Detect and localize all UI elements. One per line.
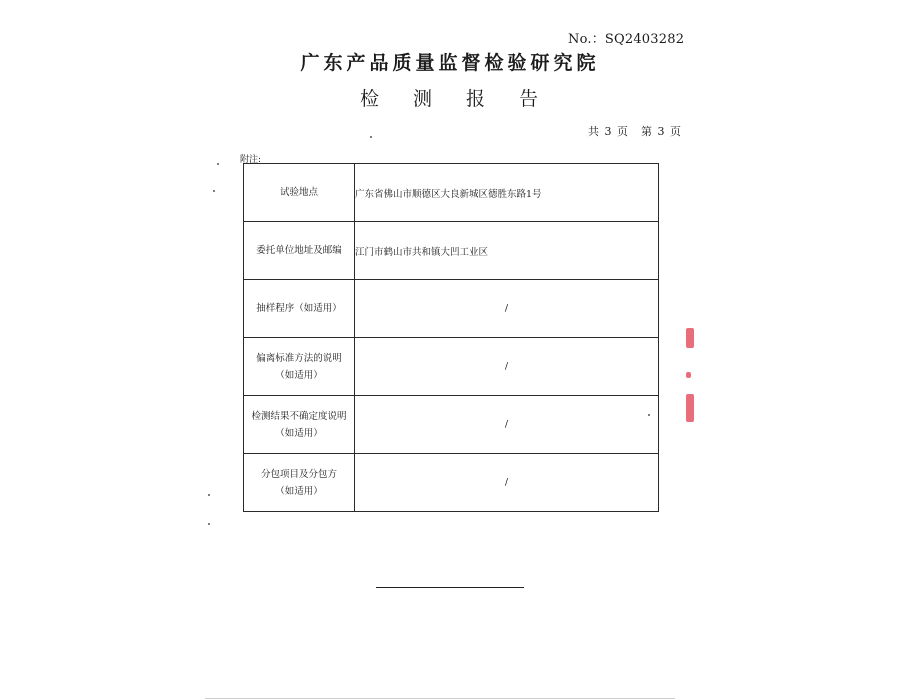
scan-speck (213, 190, 215, 192)
note-label: 附注: (240, 155, 262, 165)
table-row (244, 338, 659, 396)
row-label (244, 280, 355, 338)
seal-stamp-fragment (686, 372, 691, 378)
row-label (244, 338, 355, 396)
row-label-text: 抽样程序（如适用） (256, 303, 342, 314)
row-label-sub: （如适用） (275, 369, 323, 381)
row-label-text: 委托单位地址及邮编 (256, 245, 342, 256)
signature-line (376, 587, 524, 588)
table-row (244, 164, 659, 222)
scan-speck (648, 414, 650, 416)
table-row (244, 280, 659, 338)
row-value: 江门市鹤山市共和镇大凹工业区 (355, 222, 659, 280)
page-bottom-edge (205, 698, 675, 699)
table-row (244, 396, 659, 454)
row-value: / (355, 338, 659, 396)
row-label (244, 396, 355, 454)
scan-speck (217, 163, 219, 165)
row-label-text: 偏离标准方法的说明 (256, 352, 342, 364)
row-label-sub: （如适用） (275, 427, 323, 439)
row-label (244, 164, 355, 222)
row-label-sub: （如适用） (275, 485, 323, 497)
scan-speck (208, 523, 210, 525)
scan-speck (370, 136, 372, 138)
document-title: 检 测 报 告 (359, 88, 553, 110)
page-info: 共 3 页 第 3 页 (588, 125, 682, 138)
row-label-text: 分包项目及分包方 (260, 468, 337, 480)
row-value: / (355, 280, 659, 338)
row-value: / (355, 396, 659, 454)
row-value: / (355, 454, 659, 512)
table-row (244, 222, 659, 280)
row-label-text: 检测结果不确定度说明 (251, 410, 347, 422)
report-number: No.：SQ2403282 (568, 32, 685, 47)
row-label (244, 222, 355, 280)
row-label-text: 试验地点 (279, 187, 318, 198)
row-value: 广东省佛山市顺德区大良新城区德胜东路1号 (355, 164, 659, 222)
seal-stamp-fragment (686, 394, 694, 422)
seal-stamp-fragment (686, 328, 694, 348)
table-row (244, 454, 659, 512)
info-table (243, 163, 659, 512)
scan-speck (208, 494, 210, 496)
row-label (244, 454, 355, 512)
organization-title: 广东产品质量监督检验研究院 (300, 52, 600, 74)
